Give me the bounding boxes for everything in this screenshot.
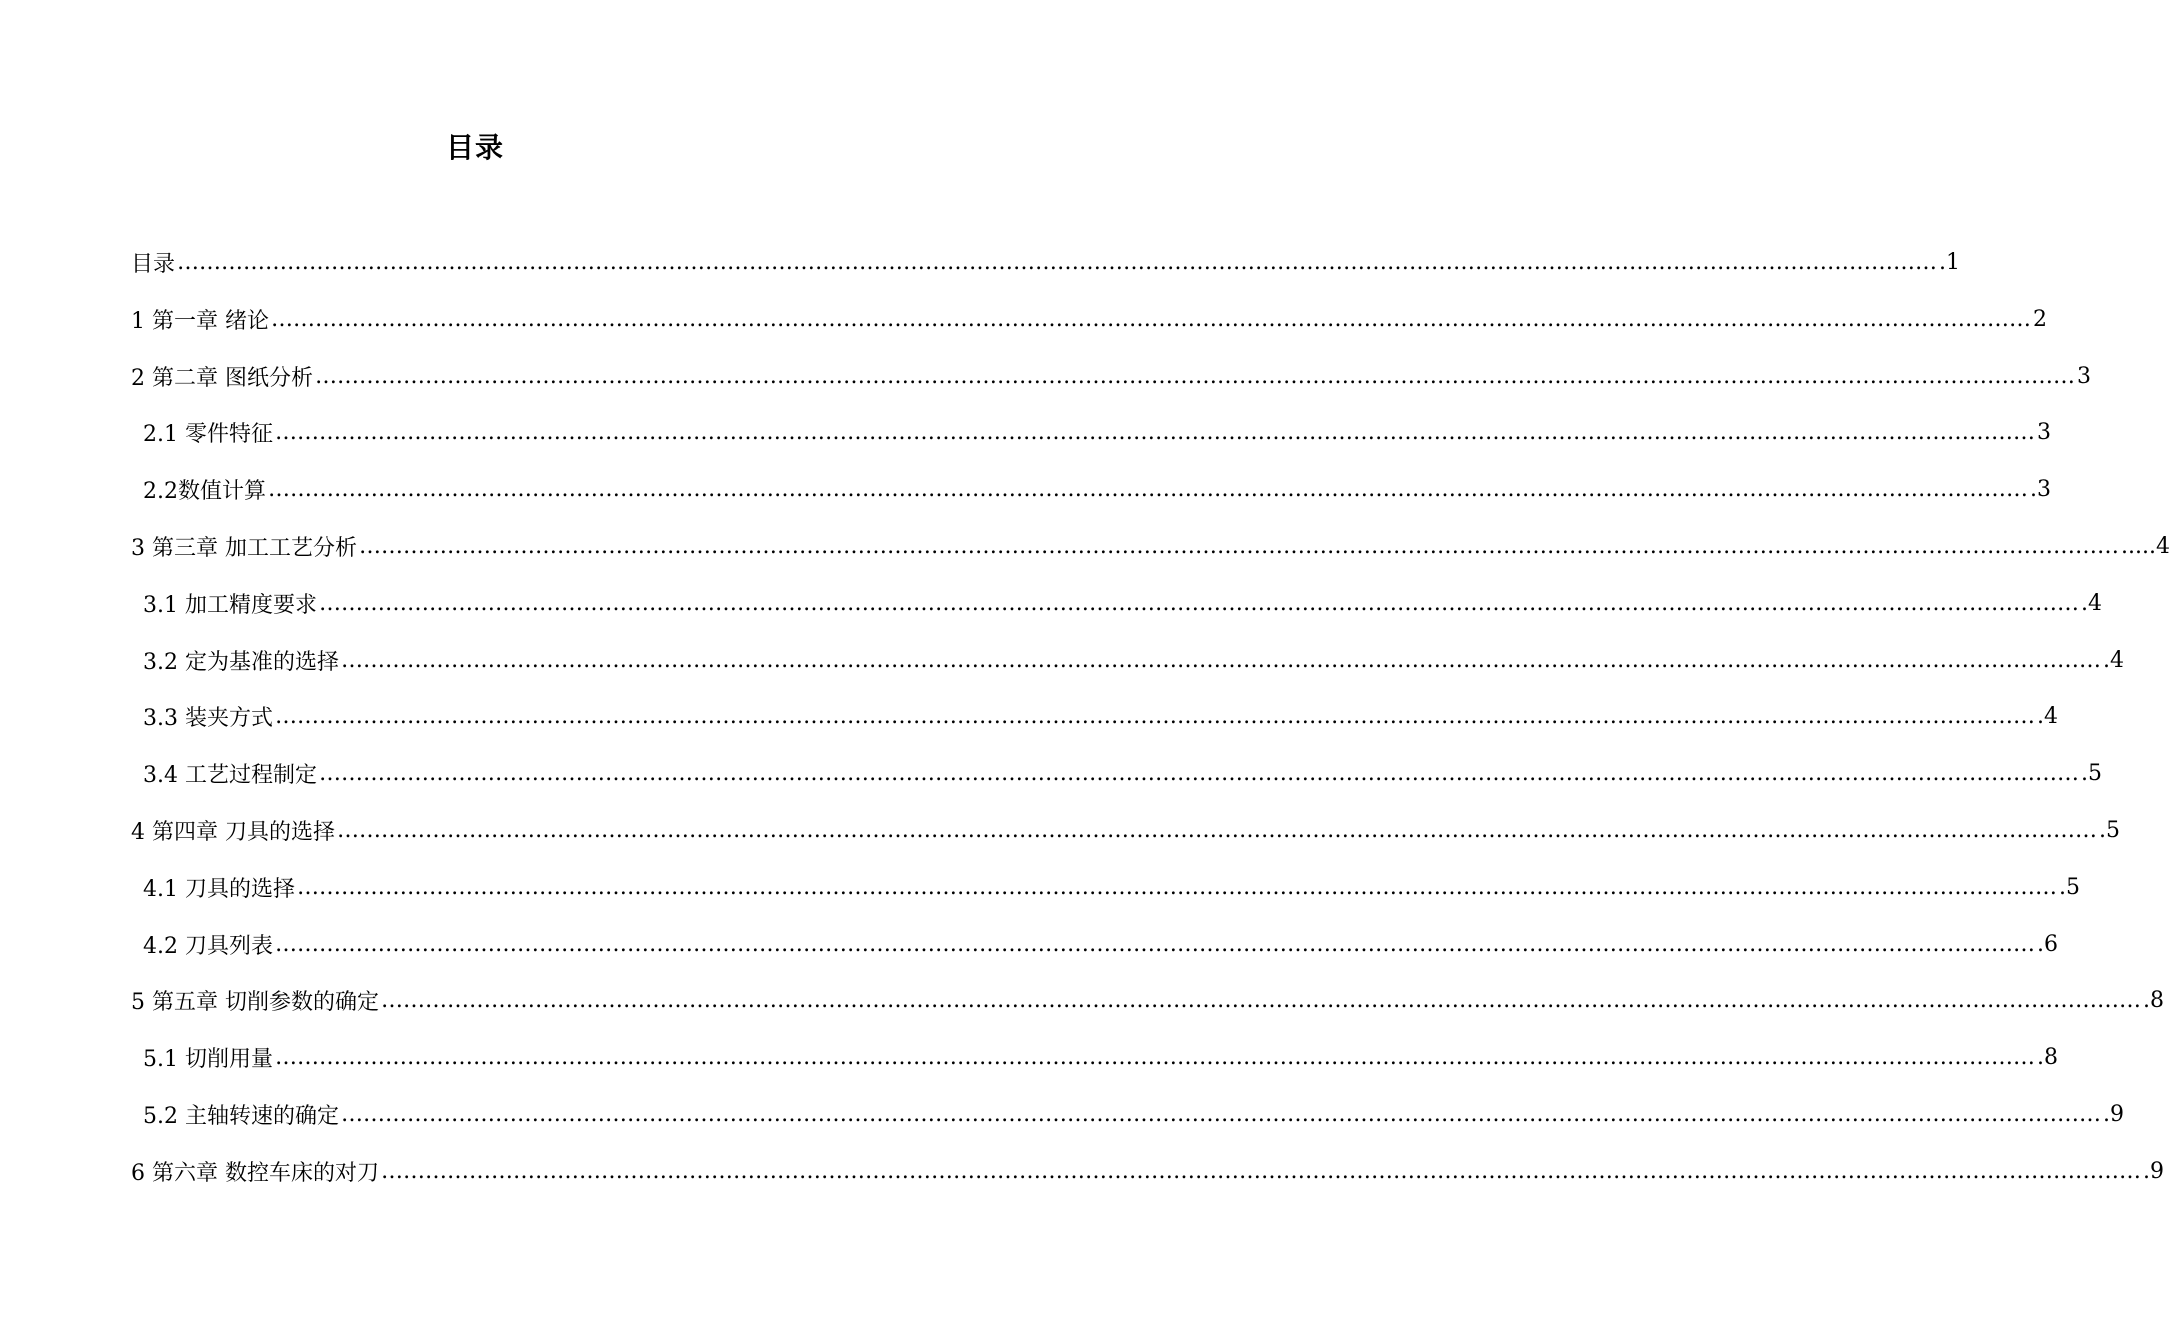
toc-entry-label: 1 第一章 绪论 xyxy=(131,308,269,334)
toc-entry-page-number: .1 xyxy=(1939,249,1961,275)
toc-entry[interactable] xyxy=(131,985,2164,1015)
toc-entry-page-number: .4 xyxy=(2036,703,2058,729)
toc-entry-label: 2.2数值计算 xyxy=(143,478,266,504)
toc-entry-label: 3 第三章 加工工艺分析 xyxy=(131,535,357,561)
toc-entry[interactable] xyxy=(131,1156,2164,1186)
toc-entry-page-number: .5 xyxy=(2080,760,2102,786)
toc-entry-label: 5.1 切削用量 xyxy=(143,1046,273,1072)
toc-entry-page-number: .9 xyxy=(2142,1158,2164,1184)
toc-entry-page-number: .4 xyxy=(2080,590,2102,616)
toc-leader-dots: …………………………………………………………………………………………………………………………………………………………………………………………………………………… xyxy=(336,817,2097,843)
toc-entry[interactable] xyxy=(143,701,2058,731)
toc-entry[interactable] xyxy=(143,872,2080,902)
toc-entry-page-number: .9 xyxy=(2102,1101,2124,1127)
toc-entry-page-number: .8 xyxy=(2142,987,2164,1013)
toc-leader-dots: …………………………………………………………………………………………………………………………………………………………………………………………………………………… xyxy=(268,476,2028,502)
toc-entry[interactable] xyxy=(143,645,2124,675)
toc-leader-dots: …………………………………………………………………………………………………………………………………………………………………………………………………………………… xyxy=(340,1101,2101,1127)
toc-entry-page-number: .5 xyxy=(2058,874,2080,900)
toc-entry-label: 4.1 刀具的选择 xyxy=(143,876,295,902)
toc-entry-label: 3.4 工艺过程制定 xyxy=(143,762,317,788)
toc-leader-dots: …………………………………………………………………………………………………………………………………………………………………………………………………………………… xyxy=(358,533,2119,559)
toc-leader-dots: …………………………………………………………………………………………………………………………………………………………………………………………………………………… xyxy=(318,760,2079,786)
toc-leader-dots: …………………………………………………………………………………………………………………………………………………………………………………………………………………… xyxy=(380,987,2141,1013)
toc-entry-page-number: .....4 xyxy=(2120,533,2170,559)
toc-entry-page-number: 2 xyxy=(2032,306,2047,332)
toc-entry[interactable] xyxy=(143,417,2051,447)
toc-entry-page-number: 3 xyxy=(2036,419,2051,445)
toc-entry[interactable] xyxy=(143,929,2058,959)
toc-leader-dots: …………………………………………………………………………………………………………………………………………………………………………………………………………………… xyxy=(274,703,2035,729)
toc-entry-label: 3.3 装夹方式 xyxy=(143,705,273,731)
toc-entry-page-number: 3 xyxy=(2076,363,2091,389)
toc-entry[interactable] xyxy=(131,531,2170,561)
toc-entry-page-number: .5 xyxy=(2098,817,2120,843)
toc-entry-page-number: .4 xyxy=(2102,647,2124,673)
toc-entry[interactable] xyxy=(131,815,2120,845)
toc-entry[interactable] xyxy=(143,588,2102,618)
toc-entry-label: 2 第二章 图纸分析 xyxy=(131,365,313,391)
toc-entry-label: 4.2 刀具列表 xyxy=(143,933,273,959)
toc-entry[interactable] xyxy=(131,247,1961,277)
toc-entry-label: 6 第六章 数控车床的对刀 xyxy=(131,1160,379,1186)
toc-entry-label: 3.1 加工精度要求 xyxy=(143,592,317,618)
toc-entry-label: 5.2 主轴转速的确定 xyxy=(143,1103,339,1129)
toc-entry[interactable] xyxy=(131,361,2091,391)
toc-entry[interactable] xyxy=(143,474,2051,504)
toc-entry-label: 2.1 零件特征 xyxy=(143,421,273,447)
toc-entry-label: 3.2 定为基准的选择 xyxy=(143,649,339,675)
toc-leader-dots: …………………………………………………………………………………………………………………………………………………………………………………………………………………… xyxy=(270,306,2031,332)
toc-leader-dots: …………………………………………………………………………………………………………………………………………………………………………………………………………………… xyxy=(340,647,2101,673)
toc-leader-dots: …………………………………………………………………………………………………………………………………………………………………………………………………………………… xyxy=(274,1044,2035,1070)
page-title: 目录 xyxy=(445,131,504,164)
toc-entry-page-number: .8 xyxy=(2036,1044,2058,1070)
toc-entry[interactable] xyxy=(131,304,2047,334)
toc-entry-label: 5 第五章 切削参数的确定 xyxy=(131,989,379,1015)
toc-leader-dots: …………………………………………………………………………………………………………………………………………………………………………………………………………………… xyxy=(296,874,2057,900)
toc-leader-dots: …………………………………………………………………………………………………………………………………………………………………………………………………………………… xyxy=(274,931,2035,957)
toc-leader-dots: …………………………………………………………………………………………………………………………………………………………………………………………………………………… xyxy=(314,363,2075,389)
toc-leader-dots: …………………………………………………………………………………………………………………………………………………………………………………………………………………… xyxy=(274,419,2035,445)
toc-entry-page-number: .3 xyxy=(2030,476,2051,502)
toc-entry[interactable] xyxy=(143,1099,2124,1129)
toc-entry[interactable] xyxy=(143,758,2102,788)
toc-entry-label: 4 第四章 刀具的选择 xyxy=(131,819,335,845)
toc-entry[interactable] xyxy=(143,1042,2058,1072)
toc-leader-dots: …………………………………………………………………………………………………………………………………………………………………………………………………………………… xyxy=(177,249,1938,275)
toc-leader-dots: …………………………………………………………………………………………………………………………………………………………………………………………………………………… xyxy=(318,590,2079,616)
toc-entry-label: 目录 xyxy=(131,251,176,277)
toc-leader-dots: …………………………………………………………………………………………………………………………………………………………………………………………………………………… xyxy=(380,1158,2141,1184)
toc-entry-page-number: .6 xyxy=(2036,931,2058,957)
